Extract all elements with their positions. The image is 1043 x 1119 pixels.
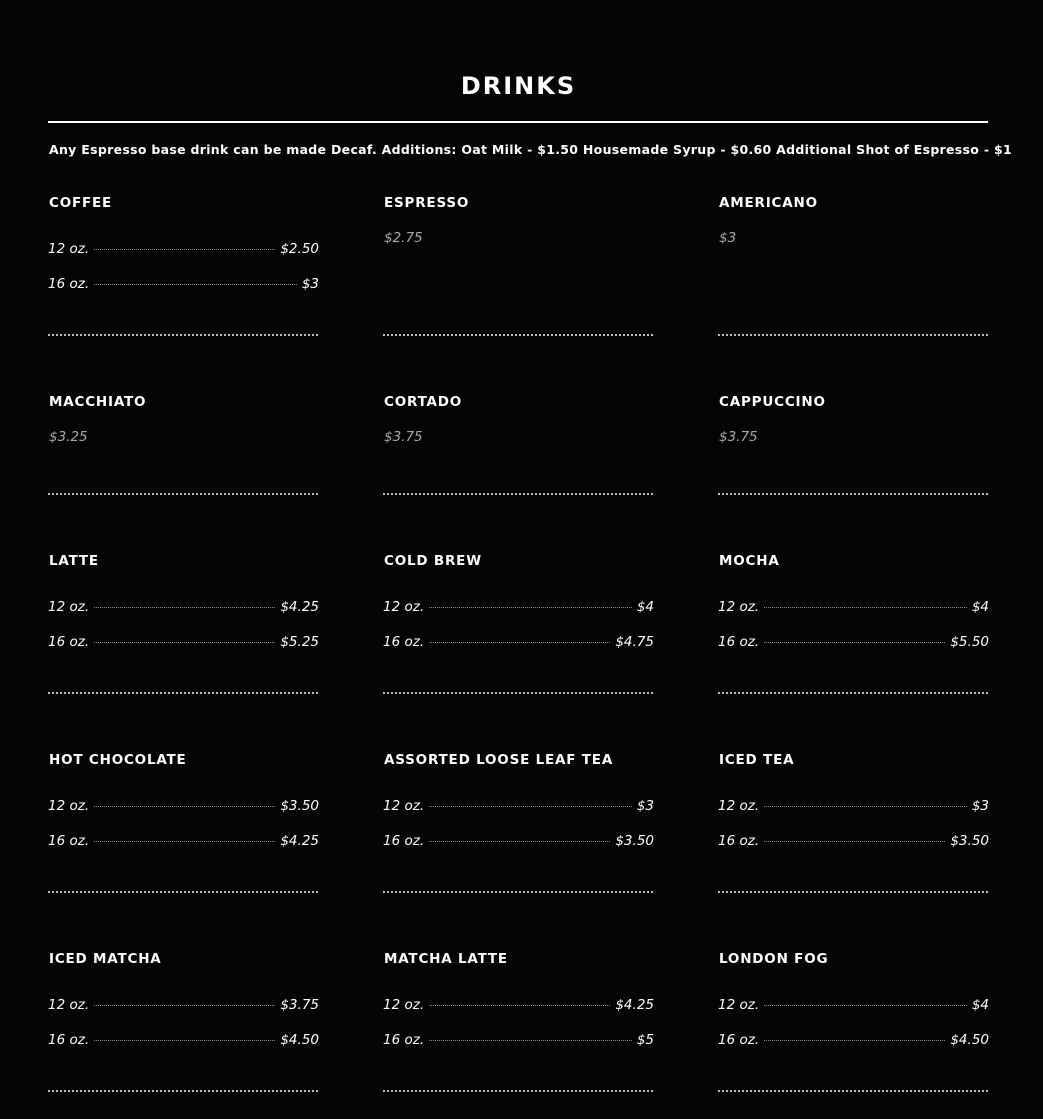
item-name: HOT CHOCOLATE <box>49 752 187 768</box>
dot-leader <box>94 840 275 842</box>
price-value: $4.25 <box>280 833 319 849</box>
price-line <box>718 598 989 616</box>
size-label: 12 oz. <box>718 599 760 615</box>
price-line <box>383 1031 654 1049</box>
item-separator <box>48 332 318 336</box>
dot-leader <box>429 1039 632 1041</box>
size-label: 12 oz. <box>718 997 760 1013</box>
price-line <box>48 598 319 616</box>
dot-leader <box>764 1004 967 1006</box>
dot-leader <box>429 840 610 842</box>
size-label: 12 oz. <box>383 798 425 814</box>
price-value: $4 <box>636 599 654 615</box>
dot-leader <box>764 805 967 807</box>
item-separator <box>48 690 318 694</box>
price-line <box>48 275 319 293</box>
size-label: 12 oz. <box>48 241 90 257</box>
price-value: $4.75 <box>615 634 654 650</box>
price-line <box>718 996 989 1014</box>
item-name: ASSORTED LOOSE LEAF TEA <box>384 752 614 768</box>
item-name: ICED TEA <box>719 752 795 768</box>
price-value: $3 <box>719 230 737 246</box>
size-label: 12 oz. <box>718 798 760 814</box>
size-label: 12 oz. <box>48 599 90 615</box>
size-label: 12 oz. <box>383 599 425 615</box>
price-value: $3 <box>636 798 654 814</box>
item-name: ESPRESSO <box>384 195 470 211</box>
price-line <box>383 797 654 815</box>
dot-leader <box>94 641 275 643</box>
price-line <box>48 633 319 651</box>
price-value: $5.25 <box>280 634 319 650</box>
size-label: 16 oz. <box>383 634 425 650</box>
price-line <box>718 797 989 815</box>
price-value: $3.75 <box>384 429 423 445</box>
item-name: MATCHA LATTE <box>384 951 508 967</box>
price-value: $3.50 <box>280 798 319 814</box>
price-value: $3.25 <box>49 429 88 445</box>
price-value: $3.50 <box>615 833 654 849</box>
size-label: 16 oz. <box>383 1032 425 1048</box>
item-separator <box>718 332 988 336</box>
item-separator <box>383 332 653 336</box>
dot-leader <box>429 641 610 643</box>
price-value: $4.50 <box>950 1032 989 1048</box>
size-label: 16 oz. <box>718 1032 760 1048</box>
item-name: CORTADO <box>384 394 463 410</box>
price-value: $4 <box>971 599 989 615</box>
item-name: MOCHA <box>719 553 780 569</box>
item-name: COLD BREW <box>384 553 482 569</box>
size-label: 16 oz. <box>48 634 90 650</box>
dot-leader <box>764 606 967 608</box>
item-name: ICED MATCHA <box>49 951 162 967</box>
size-label: 16 oz. <box>718 833 760 849</box>
price-line <box>48 832 319 850</box>
menu-note: Any Espresso base drink can be made Decaf. Additions: Oat Milk - $1.50 Housemade Syrup - $0.60 Additional Shot of Espresso - $1 <box>49 142 1012 157</box>
size-label: 16 oz. <box>718 634 760 650</box>
dot-leader <box>429 606 632 608</box>
menu-title: DRINKS <box>460 72 577 100</box>
price-value: $4.25 <box>280 599 319 615</box>
price-value: $3.75 <box>280 997 319 1013</box>
item-separator <box>383 491 653 495</box>
price-value: $5.50 <box>950 634 989 650</box>
dot-leader <box>94 606 275 608</box>
size-label: 16 oz. <box>383 833 425 849</box>
price-value: $3 <box>971 798 989 814</box>
item-name: COFFEE <box>49 195 113 211</box>
dot-leader <box>94 1004 275 1006</box>
item-separator <box>383 889 653 893</box>
dot-leader <box>94 1039 275 1041</box>
dot-leader <box>429 1004 610 1006</box>
item-separator <box>718 1088 988 1092</box>
item-separator <box>718 889 988 893</box>
dot-leader <box>94 283 297 285</box>
item-separator <box>48 889 318 893</box>
price-line <box>48 1031 319 1049</box>
size-label: 16 oz. <box>48 276 90 292</box>
item-separator <box>48 1088 318 1092</box>
price-value: $3.50 <box>950 833 989 849</box>
price-value: $4.50 <box>280 1032 319 1048</box>
price-line <box>383 633 654 651</box>
price-value: $3.75 <box>719 429 758 445</box>
price-line <box>48 797 319 815</box>
dot-leader <box>94 248 275 250</box>
item-name: CAPPUCCINO <box>719 394 826 410</box>
item-separator <box>383 1088 653 1092</box>
dot-leader <box>764 840 945 842</box>
price-line <box>383 996 654 1014</box>
item-separator <box>383 690 653 694</box>
price-line <box>718 832 989 850</box>
item-name: LONDON FOG <box>719 951 829 967</box>
size-label: 12 oz. <box>48 997 90 1013</box>
size-label: 12 oz. <box>48 798 90 814</box>
item-name: MACCHIATO <box>49 394 147 410</box>
dot-leader <box>764 1039 945 1041</box>
dot-leader <box>94 805 275 807</box>
size-label: 16 oz. <box>48 833 90 849</box>
price-line <box>383 832 654 850</box>
price-value: $2.75 <box>384 230 423 246</box>
title-divider <box>48 121 988 123</box>
price-value: $3 <box>301 276 319 292</box>
price-value: $4.25 <box>615 997 654 1013</box>
size-label: 12 oz. <box>383 997 425 1013</box>
price-line <box>718 1031 989 1049</box>
price-line <box>48 240 319 258</box>
item-separator <box>718 690 988 694</box>
price-value: $4 <box>971 997 989 1013</box>
item-name: AMERICANO <box>719 195 818 211</box>
price-value: $2.50 <box>280 241 319 257</box>
price-line <box>718 633 989 651</box>
item-name: LATTE <box>49 553 99 569</box>
size-label: 16 oz. <box>48 1032 90 1048</box>
dot-leader <box>764 641 945 643</box>
dot-leader <box>429 805 632 807</box>
item-separator <box>718 491 988 495</box>
price-line <box>383 598 654 616</box>
price-value: $5 <box>636 1032 654 1048</box>
item-separator <box>48 491 318 495</box>
price-line <box>48 996 319 1014</box>
